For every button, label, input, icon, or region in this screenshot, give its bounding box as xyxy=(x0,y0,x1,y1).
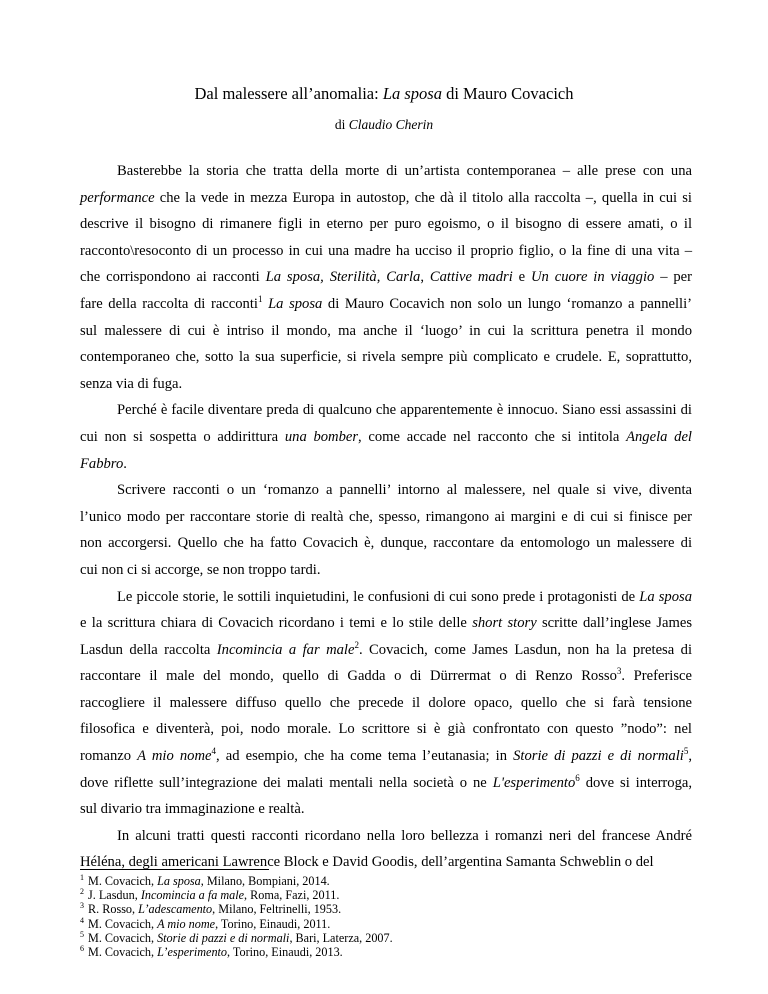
italic-text: L’esperimento xyxy=(157,945,228,960)
text-run: M. Covacich, xyxy=(88,874,158,888)
paragraph xyxy=(80,158,692,397)
footnote-ref[interactable]: 4 xyxy=(211,746,216,757)
footnote-ref[interactable]: 3 xyxy=(616,666,622,677)
text-run: e la scrittura chiara di Covacich ricordano i temi e lo stile delle xyxy=(80,615,473,632)
italic-text: Cattive madri xyxy=(429,269,513,286)
text-run: Héléna, degli americani Lawrence Block e David Goodis, dell’argentina Samanta Schweblin o del xyxy=(80,854,654,871)
text-run: , Milano, Feltrinelli, 1953. xyxy=(212,902,342,917)
article-body xyxy=(80,158,692,876)
text-line xyxy=(80,211,692,238)
text-line xyxy=(80,397,692,424)
text-line xyxy=(80,637,692,664)
text-run: senza via di fuga. xyxy=(80,375,183,392)
text-run: Scrivere racconti o un ‘romanzo a pannelli’ intorno al malessere, nel quale si vive, diventa xyxy=(117,482,692,499)
text-line xyxy=(80,424,692,451)
footnote-number: 6 xyxy=(80,943,84,953)
footnote-ref[interactable]: 5 xyxy=(683,746,689,757)
text-run: di Mauro Cocavich non solo un lungo ‘romanzo a pannelli’ xyxy=(322,295,693,312)
footnote-number: 1 xyxy=(80,872,84,882)
text-line xyxy=(80,849,692,876)
author-name: Claudio Cherin xyxy=(348,117,434,132)
text-line xyxy=(80,185,692,212)
text-run: , ad esempio, che ha come tema l’eutanasia; in xyxy=(216,748,514,765)
italic-text: Incomincia a far male xyxy=(216,641,355,658)
text-run: Perché è facile diventare preda di qualcuno che apparentemente è innocuo. Siano essi assassini di xyxy=(117,402,692,419)
text-run: . xyxy=(123,455,127,472)
text-run: e xyxy=(512,269,532,286)
italic-text: Fabbro xyxy=(80,455,124,472)
text-run: M. Covacich, xyxy=(88,916,158,931)
text-run: raccontare il male del mondo, quello di Gadda o di Dürrermat o di Renzo Rosso xyxy=(80,668,617,685)
text-line xyxy=(80,344,692,371)
text-line xyxy=(80,504,692,531)
text-line xyxy=(80,477,692,504)
text-run: , come accade nel racconto che si intitola xyxy=(358,428,627,445)
text-run: cui non ci si accorge, se non troppo tardi. xyxy=(80,561,321,578)
text-line xyxy=(80,743,692,770)
text-run: raccogliere il malessere diffuso quello che precede il dolore opaco, quello che si farà tensione xyxy=(80,694,692,711)
text-run: . Covacich, come James Lasdun, non ha la pretesa di xyxy=(358,641,692,658)
text-line xyxy=(80,770,692,797)
text-run: , Roma, Fazi, 2011. xyxy=(244,888,340,903)
text-run: R. Rosso, xyxy=(88,902,139,917)
italic-text: L’adescamento xyxy=(138,902,213,917)
footnote-number: 4 xyxy=(80,915,84,925)
italic-text: La sposa, Sterilità xyxy=(265,269,377,286)
text-run: , xyxy=(376,269,387,286)
footnote-number: 5 xyxy=(80,929,84,939)
text-run: M. Covacich, xyxy=(88,945,158,960)
text-run: l’unico modo per raccontare storie di realtà che, spesso, rimangono ai margini e di cui si finisce per xyxy=(80,508,692,525)
text-run: dove riflette sull’integrazione dei malati mentali nella società o ne xyxy=(80,774,493,791)
footnote-item xyxy=(80,874,692,888)
text-line xyxy=(80,291,692,318)
text-run: sul divario tra immaginazione e realtà. xyxy=(80,801,305,818)
text-run: che la vede in mezza Europa in autostop, che dà il titolo alla raccolta –, quella in cui si xyxy=(154,189,692,206)
text-line xyxy=(80,318,692,345)
paragraph xyxy=(80,477,692,583)
footnotes xyxy=(80,874,692,959)
paragraph xyxy=(80,584,692,823)
italic-text: Storie di pazzi e di normali xyxy=(513,748,684,765)
text-line xyxy=(80,610,692,637)
footnote-item xyxy=(80,917,692,931)
italic-text: A mio nome xyxy=(157,916,216,931)
footnote-number: 2 xyxy=(80,887,84,897)
text-run: fare della raccolta di racconti xyxy=(80,295,258,312)
text-run: , Torino, Einaudi, 2011. xyxy=(215,916,331,931)
italic-text: Un cuore in viaggio xyxy=(531,269,655,286)
text-line xyxy=(80,264,692,291)
text-run: filosofica e diventerà, poi, nodo morale. Lo scrittore si è già confrontato con questo ”nodo”: nel xyxy=(80,721,692,738)
text-line xyxy=(80,158,692,185)
italic-text: L'esperimento xyxy=(492,774,576,791)
footnote-ref[interactable]: 6 xyxy=(575,772,580,783)
text-run: , xyxy=(420,269,430,286)
italic-text: performance xyxy=(80,189,155,206)
text-run: – per xyxy=(654,269,693,286)
footnote-item xyxy=(80,888,692,902)
text-run: In alcuni tratti questi racconti ricordano nella loro bellezza i romanzi neri del francese André xyxy=(117,827,692,844)
text-run: Lasdun della raccolta xyxy=(80,641,217,658)
article-title xyxy=(0,84,768,104)
italic-text: La sposa xyxy=(268,295,323,312)
text-run: racconto\resoconto di un processo in cui una madre ha ucciso il proprio figlio, o la fine di una vita – xyxy=(80,242,692,259)
title-book-name: La sposa xyxy=(382,84,442,103)
text-run: romanzo xyxy=(80,748,138,765)
text-run: che corrispondono ai racconti xyxy=(80,269,266,286)
footnote-item xyxy=(80,902,692,916)
italic-text: Storie di pazzi e di normali xyxy=(157,930,290,945)
title-text-end: di Mauro Covacich xyxy=(441,84,574,103)
author-prefix: di xyxy=(334,117,349,132)
text-line xyxy=(80,823,692,850)
text-run: J. Lasdun, xyxy=(88,888,141,903)
footnote-item xyxy=(80,945,692,959)
italic-text: La sposa xyxy=(157,874,201,888)
italic-text: Angela del xyxy=(626,428,692,445)
text-run: descrive il bisogno di rimanere figli in eterno per puro egoismo, o il bisogno di essere amati, o il xyxy=(80,216,692,233)
italic-text: La sposa xyxy=(639,588,693,605)
text-line xyxy=(80,663,692,690)
text-line xyxy=(80,530,692,557)
italic-text: Incomincia a fa male xyxy=(140,888,245,903)
footnote-ref[interactable]: 1 xyxy=(257,294,263,305)
text-line xyxy=(80,238,692,265)
text-run: M. Covacich, xyxy=(88,930,158,945)
text-run: , Torino, Einaudi, 2013. xyxy=(227,945,343,960)
article-author xyxy=(0,116,768,134)
footnote-ref[interactable]: 2 xyxy=(354,639,359,650)
italic-text: A mio nome xyxy=(137,748,212,765)
text-line xyxy=(80,451,692,478)
text-run: , Bari, Laterza, 2007. xyxy=(289,930,393,945)
footnote-item xyxy=(80,931,692,945)
text-line xyxy=(80,690,692,717)
text-line xyxy=(80,716,692,743)
italic-text: short story xyxy=(472,615,537,632)
text-run: , xyxy=(688,748,692,765)
text-run: contemporaneo che, sotto la sua superficie, si rivela sempre più complicato e crudele. E, soprattutto, xyxy=(80,349,692,366)
footnote-number: 3 xyxy=(80,901,84,911)
text-run: dove si interroga, xyxy=(579,774,693,791)
text-line xyxy=(80,584,692,611)
footnote-separator xyxy=(80,869,269,870)
text-run: Le piccole storie, le sottili inquietudini, le confusioni di cui sono prede i protagonisti de xyxy=(117,588,640,605)
title-text: Dal malessere all’anomalia: xyxy=(194,84,383,103)
text-run: scritte dall’inglese James xyxy=(536,615,692,632)
text-run: sul malessere di cui è intriso il mondo, ma anche il ‘luogo’ in cui la scrittura penetra il mondo xyxy=(80,322,692,339)
text-line xyxy=(80,796,692,823)
italic-text: Carla xyxy=(386,269,421,286)
text-run: , Milano, Bompiani, 2014. xyxy=(200,874,330,888)
italic-text: una bomber xyxy=(284,428,359,445)
text-run: non accorgersi. Quello che ha fatto Covacich è, dunque, raccontare da entomologo un malessere di xyxy=(80,535,692,552)
text-run: Basterebbe la storia che tratta della morte di un’artista contemporanea – alle prese con una xyxy=(117,163,692,179)
text-run: . Preferisce xyxy=(621,668,692,685)
text-line xyxy=(80,557,692,584)
text-line xyxy=(80,371,692,398)
paragraph xyxy=(80,397,692,477)
text-run: cui non si sospetta o addirittura xyxy=(80,428,285,445)
